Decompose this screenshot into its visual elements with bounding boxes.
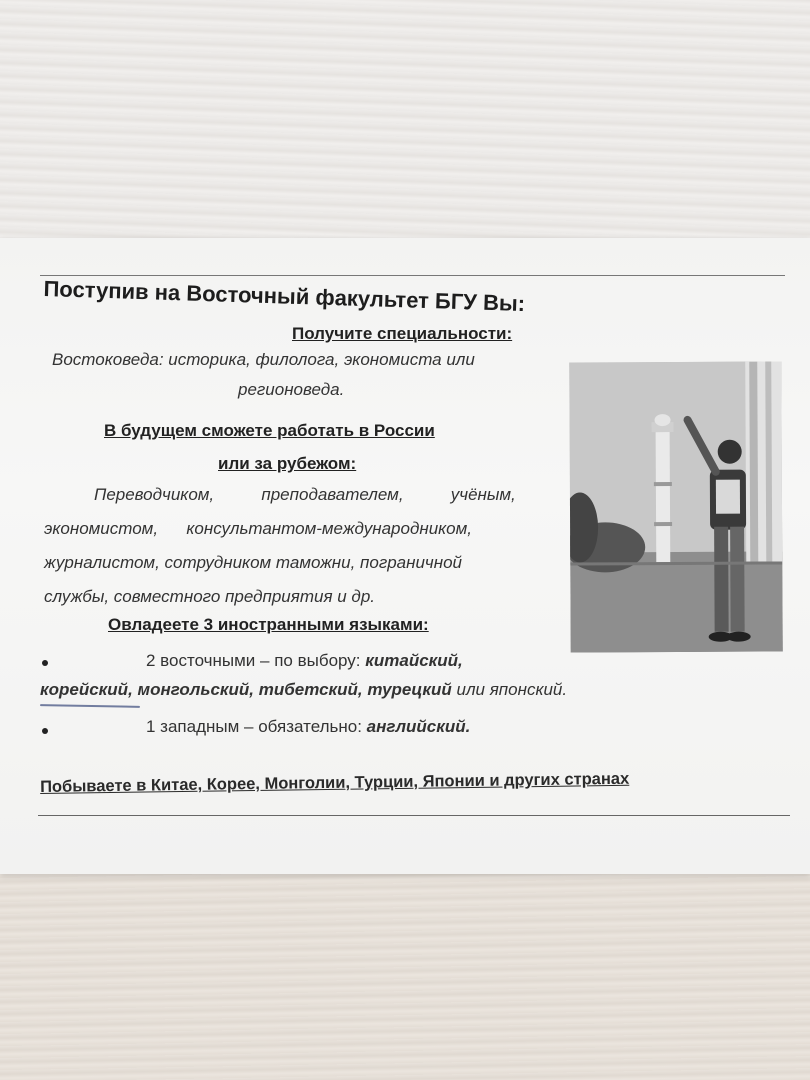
western-language-label: 1 западным – обязательно: <box>146 717 362 736</box>
career-line-3: журналистом, сотрудником таможни, пограничной <box>44 553 462 572</box>
eastern-language-list: корейский, монгольский, тибетский, турецкий <box>40 680 452 699</box>
bullet-dot-2 <box>42 728 48 734</box>
languages-heading: Овладеете 3 иностранными языками: <box>108 615 429 634</box>
eastern-languages-label: 2 восточными – по выбору: <box>146 651 361 670</box>
table-surface-bottom <box>0 872 810 1080</box>
student-photo <box>569 361 783 652</box>
pen-underline <box>40 704 140 708</box>
travel-footer: Побываете в Китае, Корее, Монголии, Турции, Японии и других странах <box>40 769 630 796</box>
lang-chinese: китайский, <box>365 651 463 670</box>
specialties-line-1: Востоковеда: историка, филолога, экономиста или <box>52 350 475 369</box>
student-photo-image <box>569 361 783 652</box>
flyer-title: Поступив на Восточный факультет БГУ Вы: <box>43 276 526 317</box>
flyer-paper <box>0 238 810 874</box>
specialties-line-2: регионоведа. <box>238 380 345 399</box>
career-heading-line-2: или за рубежом: <box>218 454 357 473</box>
career-line-2: экономистом, консультантом-международником, <box>44 519 473 538</box>
bullet-1-line-1 <box>146 651 463 671</box>
bullet-1-line-2 <box>40 680 567 700</box>
bullet-dot-1 <box>42 660 48 666</box>
specialties-text <box>52 343 552 407</box>
table-surface-top <box>0 0 810 240</box>
career-line-1: Переводчиком, преподавателем, учёным, <box>94 485 516 504</box>
bottom-rule <box>38 815 790 816</box>
career-heading-line-1: В будущем сможете работать в России <box>104 421 435 440</box>
career-text <box>44 478 559 614</box>
specialties-heading: Получите специальности: <box>292 324 513 343</box>
bullet-2-line <box>146 717 470 737</box>
career-line-4: службы, совместного предприятия и др. <box>44 587 376 606</box>
top-rule <box>40 275 785 276</box>
lang-english: английский. <box>366 717 471 736</box>
lang-japanese: или японский. <box>456 680 568 699</box>
